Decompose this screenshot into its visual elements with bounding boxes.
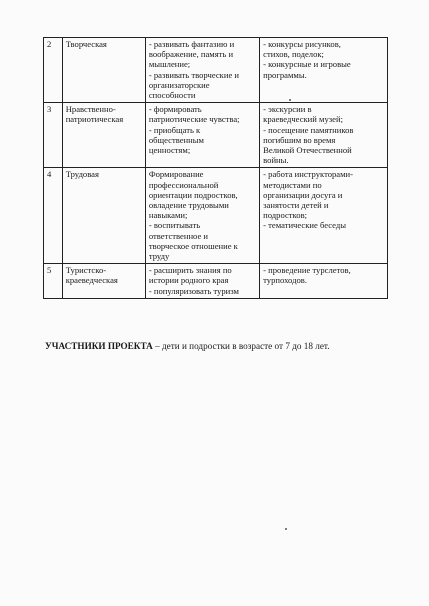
row-number: 2	[44, 38, 63, 103]
form-line: подростков;	[263, 210, 308, 221]
task-line: навыками;	[148, 210, 188, 221]
task-line: воображение, память и	[148, 49, 234, 60]
form-line: - конкурсные и игровые	[263, 59, 351, 70]
tasks-cell	[145, 168, 259, 264]
direction-cell	[62, 38, 145, 103]
direction-cell	[62, 103, 145, 168]
task-line: - расширить знания по	[148, 265, 232, 276]
tasks-cell	[145, 103, 259, 168]
form-line: погибшим во время	[263, 134, 336, 145]
task-line: способности	[148, 90, 196, 101]
direction-line: патриотическая	[65, 114, 124, 125]
form-line: краеведческий музей;	[263, 114, 343, 125]
forms-cell	[260, 168, 388, 264]
direction-line: Нравственно-	[65, 104, 116, 115]
task-line: овладение трудовыми	[148, 200, 229, 211]
participants-label: УЧАСТНИКИ ПРОЕКТА	[45, 341, 153, 351]
task-line: истории родного края	[148, 275, 229, 286]
form-line: организации досуга и	[263, 189, 343, 200]
task-line: творческое отношение к	[148, 240, 238, 251]
task-line: мышление;	[148, 59, 191, 70]
task-line: общественным	[148, 134, 204, 145]
direction-cell	[62, 264, 145, 299]
task-line: - формировать	[148, 104, 202, 115]
form-line: стихов, поделок;	[263, 49, 324, 60]
task-line: организаторские	[148, 79, 210, 90]
forms-cell	[260, 103, 388, 168]
participants-text: – дети и подростки в возрасте от 7 до 18 лет.	[152, 341, 330, 351]
direction-line: краеведческая	[65, 275, 118, 286]
scan-speck	[285, 528, 287, 530]
task-line: - развивать фантазию и	[148, 39, 235, 49]
form-line: Великой Отечественной	[263, 145, 352, 156]
direction-line: Туристско-	[65, 265, 107, 276]
task-line: ответственное и	[148, 230, 209, 241]
form-line: - тематические беседы	[263, 220, 347, 231]
direction-cell	[62, 168, 145, 264]
form-line: - работа инструкторами-	[263, 169, 354, 180]
task-line: Формирование	[148, 169, 204, 180]
table-row	[44, 103, 388, 168]
task-line: - воспитывать	[148, 220, 201, 231]
task-line: профессиональной	[148, 179, 219, 190]
table-row	[44, 168, 388, 264]
row-number: 5	[44, 264, 63, 299]
task-line: патриотические чувства;	[148, 114, 240, 125]
form-line: войны.	[263, 155, 289, 166]
scan-speck	[289, 99, 291, 101]
task-line: труду	[148, 251, 170, 262]
forms-cell	[260, 264, 388, 299]
form-line: - проведение турслетов,	[263, 265, 351, 276]
tasks-cell	[145, 264, 259, 299]
table-row	[44, 264, 388, 299]
tasks-cell	[145, 38, 259, 103]
form-line: программы.	[263, 69, 307, 80]
table-row	[44, 38, 388, 103]
task-line: - развивать творческие и	[148, 69, 240, 80]
form-line: - конкурсы рисунков,	[263, 39, 341, 49]
task-line: - приобщать к	[148, 124, 201, 135]
task-line: - популяризовать туризм	[148, 285, 239, 296]
forms-cell	[260, 38, 388, 103]
row-number: 4	[44, 168, 63, 264]
form-line: - посещение памятников	[263, 124, 354, 135]
project-participants	[45, 341, 330, 351]
form-line: турпоходов.	[263, 275, 307, 286]
form-line: занятости детей и	[263, 200, 329, 211]
activity-table	[43, 37, 388, 299]
task-line: ценностям;	[148, 145, 191, 156]
direction-line: Трудовая	[65, 169, 99, 180]
form-line: методистами по	[263, 179, 322, 190]
direction-line: Творческая	[65, 39, 107, 49]
row-number: 3	[44, 103, 63, 168]
task-line: ориентации подростков,	[148, 189, 238, 200]
form-line: - экскурсии в	[263, 104, 312, 115]
